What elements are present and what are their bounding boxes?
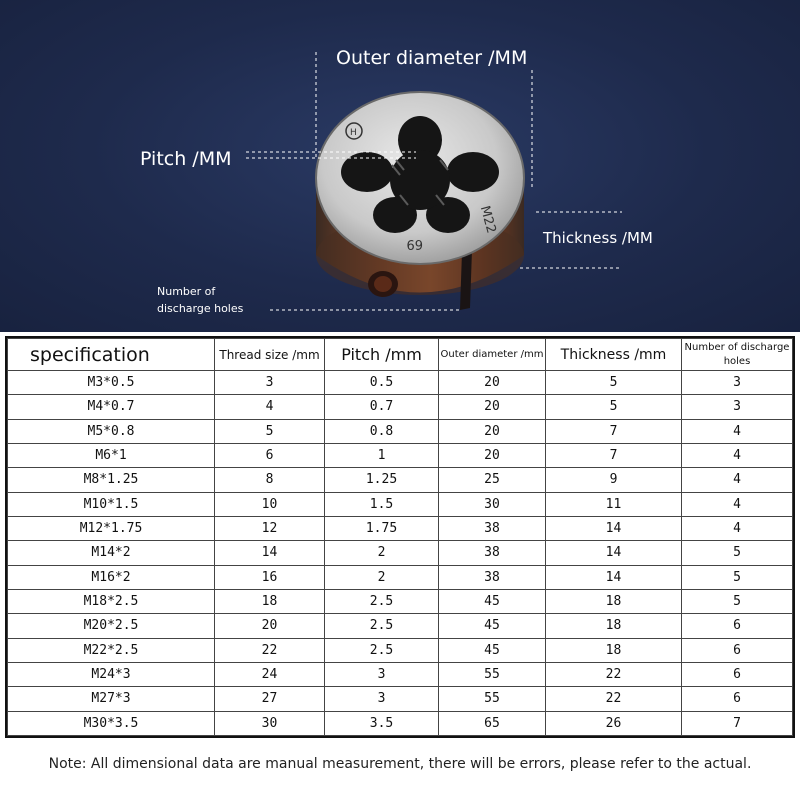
header-specification: specification (8, 339, 215, 371)
discharge-holes-label: Number of discharge holes (157, 285, 244, 315)
pitch-label: Pitch /MM (140, 148, 232, 170)
cell-discharge-holes: 4 (682, 492, 793, 516)
cell-thread-size: 27 (215, 687, 325, 711)
cell-discharge-holes: 7 (682, 711, 793, 735)
cell-thread-size: 14 (215, 541, 325, 565)
table-body (8, 371, 793, 736)
cell-thickness: 18 (546, 614, 682, 638)
cell-thickness: 14 (546, 565, 682, 589)
cell-outer-diameter: 38 (439, 541, 546, 565)
cell-spec: M5*0.8 (8, 419, 215, 443)
cell-outer-diameter: 65 (439, 711, 546, 735)
cell-outer-diameter: 20 (439, 443, 546, 467)
product-banner (0, 0, 800, 332)
cell-thread-size: 3 (215, 371, 325, 395)
die-slot (460, 250, 472, 310)
cell-spec: M22*2.5 (8, 638, 215, 662)
cell-thickness: 22 (546, 687, 682, 711)
table-row (8, 443, 793, 467)
cell-thickness: 14 (546, 516, 682, 540)
cell-thread-size: 22 (215, 638, 325, 662)
specification-table (7, 338, 793, 736)
cell-thread-size: 10 (215, 492, 325, 516)
cell-pitch: 2.5 (325, 614, 439, 638)
header-thickness: Thickness /mm (546, 339, 682, 371)
table-row (8, 565, 793, 589)
cell-spec: M16*2 (8, 565, 215, 589)
table-row (8, 589, 793, 613)
cell-pitch: 2.5 (325, 589, 439, 613)
cell-pitch: 0.8 (325, 419, 439, 443)
cell-outer-diameter: 45 (439, 614, 546, 638)
cell-outer-diameter: 55 (439, 687, 546, 711)
cell-pitch: 3.5 (325, 711, 439, 735)
cell-discharge-holes: 4 (682, 468, 793, 492)
cell-thickness: 5 (546, 371, 682, 395)
cell-thickness: 18 (546, 589, 682, 613)
header-outer-diameter: Outer diameter /mm (439, 339, 546, 371)
cell-thickness: 7 (546, 443, 682, 467)
cell-thread-size: 12 (215, 516, 325, 540)
header-thread-size: Thread size /mm (215, 339, 325, 371)
cell-discharge-holes: 5 (682, 541, 793, 565)
table-row (8, 395, 793, 419)
cell-outer-diameter: 45 (439, 638, 546, 662)
cell-thickness: 7 (546, 419, 682, 443)
cell-spec: M4*0.7 (8, 395, 215, 419)
cell-outer-diameter: 30 (439, 492, 546, 516)
cell-discharge-holes: 5 (682, 589, 793, 613)
cell-spec: M18*2.5 (8, 589, 215, 613)
header-discharge-holes: Number of discharge holes (682, 339, 793, 371)
cell-spec: M6*1 (8, 443, 215, 467)
measurement-note: Note: All dimensional data are manual measurement, there will be errors, please refer to the actual. (48, 756, 752, 772)
cell-outer-diameter: 20 (439, 371, 546, 395)
cell-thread-size: 18 (215, 589, 325, 613)
cell-thickness: 9 (546, 468, 682, 492)
cell-thickness: 14 (546, 541, 682, 565)
cell-pitch: 2 (325, 565, 439, 589)
cell-pitch: 3 (325, 687, 439, 711)
table-row (8, 541, 793, 565)
cell-thickness: 11 (546, 492, 682, 516)
cell-thread-size: 8 (215, 468, 325, 492)
cell-outer-diameter: 20 (439, 419, 546, 443)
table-row (8, 371, 793, 395)
cell-spec: M14*2 (8, 541, 215, 565)
cell-pitch: 1.25 (325, 468, 439, 492)
cell-thread-size: 4 (215, 395, 325, 419)
cell-spec: M30*3.5 (8, 711, 215, 735)
cell-discharge-holes: 5 (682, 565, 793, 589)
cell-spec: M24*3 (8, 662, 215, 686)
specification-table-wrapper (5, 336, 795, 738)
cell-discharge-holes: 6 (682, 614, 793, 638)
cell-pitch: 1 (325, 443, 439, 467)
cell-outer-diameter: 55 (439, 662, 546, 686)
cell-spec: M27*3 (8, 687, 215, 711)
cell-outer-diameter: 20 (439, 395, 546, 419)
cell-thread-size: 5 (215, 419, 325, 443)
table-row (8, 468, 793, 492)
die-marking-size: M22 (476, 204, 499, 236)
die-marking-number: 69 (406, 236, 423, 251)
cell-outer-diameter: 25 (439, 468, 546, 492)
cell-thickness: 22 (546, 662, 682, 686)
cell-pitch: 1.5 (325, 492, 439, 516)
cell-outer-diameter: 45 (439, 589, 546, 613)
cell-pitch: 1.75 (325, 516, 439, 540)
outer-diameter-label: Outer diameter /MM (336, 47, 528, 69)
cell-spec: M8*1.25 (8, 468, 215, 492)
cell-spec: M10*1.5 (8, 492, 215, 516)
cell-discharge-holes: 6 (682, 638, 793, 662)
cell-discharge-holes: 4 (682, 419, 793, 443)
header-pitch: Pitch /mm (325, 339, 439, 371)
cell-spec: M20*2.5 (8, 614, 215, 638)
cell-spec: M12*1.75 (8, 516, 215, 540)
cell-outer-diameter: 38 (439, 516, 546, 540)
table-row (8, 687, 793, 711)
cell-thread-size: 16 (215, 565, 325, 589)
table-row (8, 638, 793, 662)
table-row (8, 516, 793, 540)
table-header-row (8, 339, 793, 371)
cell-thread-size: 20 (215, 614, 325, 638)
cell-pitch: 0.5 (325, 371, 439, 395)
thickness-label: Thickness /MM (543, 229, 653, 247)
cell-thickness: 26 (546, 711, 682, 735)
cell-pitch: 2 (325, 541, 439, 565)
cell-discharge-holes: 6 (682, 687, 793, 711)
table-row (8, 662, 793, 686)
cell-thickness: 18 (546, 638, 682, 662)
svg-text:H: H (350, 128, 357, 138)
cell-thread-size: 24 (215, 662, 325, 686)
table-row (8, 492, 793, 516)
cell-discharge-holes: 3 (682, 371, 793, 395)
cell-outer-diameter: 38 (439, 565, 546, 589)
cell-discharge-holes: 4 (682, 443, 793, 467)
table-row (8, 419, 793, 443)
table-row (8, 711, 793, 735)
cell-pitch: 0.7 (325, 395, 439, 419)
cell-thickness: 5 (546, 395, 682, 419)
cell-discharge-holes: 4 (682, 516, 793, 540)
cell-spec: M3*0.5 (8, 371, 215, 395)
table-row (8, 614, 793, 638)
cell-discharge-holes: 6 (682, 662, 793, 686)
cell-thread-size: 30 (215, 711, 325, 735)
cell-pitch: 3 (325, 662, 439, 686)
cell-pitch: 2.5 (325, 638, 439, 662)
cell-thread-size: 6 (215, 443, 325, 467)
cell-discharge-holes: 3 (682, 395, 793, 419)
